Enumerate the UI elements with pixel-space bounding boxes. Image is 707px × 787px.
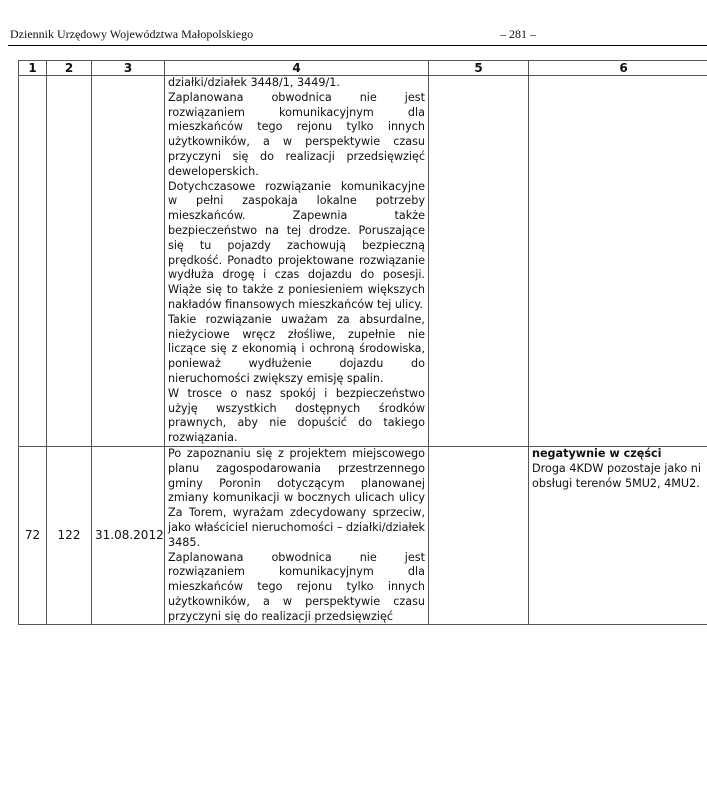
remark-paragraph: Zaplanowana obwodnica nie jest rozwiązaniem komunikacyjnym dla mieszkańców tego rejonu tylko innych użytkowników, a w perspektywie czasu przyczyni się do realizacji przedsięwzięć deweloperskich. [168,90,425,178]
table-row [19,446,707,625]
resolution-text: obsługi terenów 5MU2, 4MU2. [532,476,700,490]
cell-empty [92,76,165,447]
col-header-4: 4 [165,61,429,76]
remark-number: 122 [47,446,92,625]
cell-empty [529,76,707,447]
col-header-3: 3 [92,61,165,76]
table-row [19,76,707,447]
col-header-2: 2 [47,61,92,76]
col-header-1: 1 [19,61,47,76]
remarks-table [18,60,707,625]
cell-empty [19,76,47,447]
table-header-row [19,61,707,76]
col-header-6: 6 [529,61,707,76]
cell-empty [47,76,92,447]
remark-text-cell [165,76,429,447]
col-header-5: 5 [429,61,529,76]
cell-empty [429,446,529,625]
remark-paragraph: Zaplanowana obwodnica nie jest rozwiązaniem komunikacyjnym dla mieszkańców tego rejonu tylko innych użytkowników, a w perspektywie czasu przyczyni się do realizacji przedsięwzięć [168,550,425,623]
header-rule [8,45,707,46]
resolution-status: negatywnie w części [532,446,662,460]
remark-paragraph: działki/działek 3448/1, 3449/1. [168,76,340,89]
journal-title: Dziennik Urzędowy Województwa Małopolskiego [10,27,254,41]
remark-text-cell [165,446,429,625]
remark-date: 31.08.2012 [92,446,165,625]
cell-empty [429,76,529,447]
remark-paragraph: Dotychczasowe rozwiązanie komunikacyjne w pełni zaspokaja lokalne potrzeby mieszkańców. Zapewnia także bezpieczeństwo na tej drodze. Poruszające się tu pojazdy zachowują bezpieczną prędkość. Ponadto projektowane rozwiązanie wydłuża drogę i czas dojazdu do posesji. Wiąże się to także z poniesieniem większych nakładów finansowych mieszkańców tej ulicy. [168,179,425,311]
remark-paragraph: Takie rozwiązanie uważam za absurdalne, nieżyciowe wręcz złośliwe, zupełnie nie liczące się z ekonomią i ochroną środowiska, ponieważ wydłużenie dojazdu do nieruchomości zwiększy emisję spalin. [168,312,425,385]
remark-paragraph: W trosce o nasz spokój i bezpieczeństwo użyję wszystkich dostępnych środków prawnych, aby nie dopuścić do takiego rozwiązania. [168,386,425,445]
resolution-cell [529,446,707,625]
resolution-text: Droga 4KDW pozostaje jako ni [532,461,701,475]
entry-number: 72 [19,446,47,625]
remark-paragraph: Po zapoznaniu się z projektem miejscowego planu zagospodarowania przestrzennego gminy Poronin dotyczącym planowanej zmiany komunikacji w bocznych ulicach ulicy Za Torem, wyrażam zdecydowany sprzeciw, jako właściciel nieruchomości – działki/działek 3485. [168,446,425,549]
page-number: – 281 – [500,27,536,41]
